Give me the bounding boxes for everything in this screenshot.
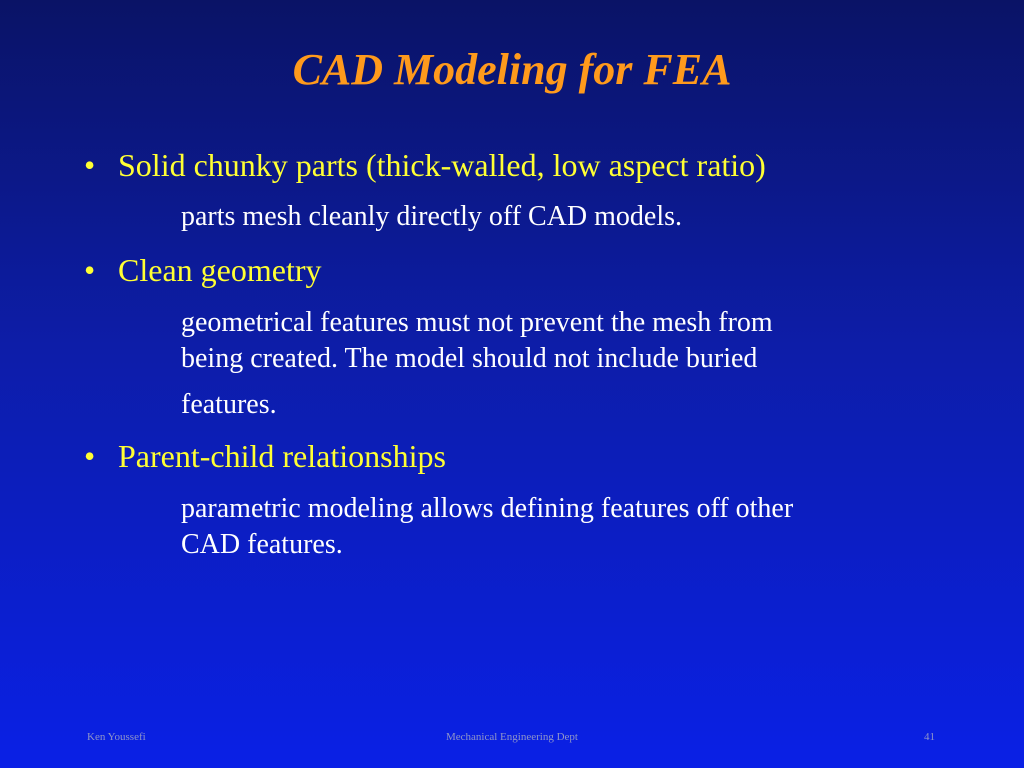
bullet-dot-icon: • xyxy=(84,147,96,183)
footer-department: Mechanical Engineering Dept xyxy=(446,731,578,743)
bullet-detail-line: features. xyxy=(181,389,277,420)
bullet-detail xyxy=(181,491,961,563)
bullet-detail-line: parametric modeling allows defining features off other xyxy=(181,493,794,524)
bullet-item-solid-chunky-parts xyxy=(84,145,766,185)
bullet-item-parent-child xyxy=(84,436,446,476)
bullet-detail-line: being created. The model should not include buried xyxy=(181,343,758,374)
bullet-heading: Clean geometry xyxy=(118,252,322,288)
bullet-detail xyxy=(181,305,961,423)
bullet-heading: Parent-child relationships xyxy=(118,438,446,474)
bullet-dot-icon: • xyxy=(84,252,96,288)
bullet-detail xyxy=(181,199,961,235)
bullet-dot-icon: • xyxy=(84,438,96,474)
bullet-detail-line: CAD features. xyxy=(181,529,343,560)
bullet-detail-line: geometrical features must not prevent the mesh from xyxy=(181,307,773,338)
bullet-detail-line: parts mesh cleanly directly off CAD models. xyxy=(181,201,683,232)
footer-author: Ken Youssefi xyxy=(87,731,146,743)
bullet-heading: Solid chunky parts (thick-walled, low aspect ratio) xyxy=(118,147,766,183)
slide-title: CAD Modeling for FEA xyxy=(292,45,732,94)
footer-page-number: 41 xyxy=(924,731,935,743)
bullet-item-clean-geometry xyxy=(84,250,321,290)
